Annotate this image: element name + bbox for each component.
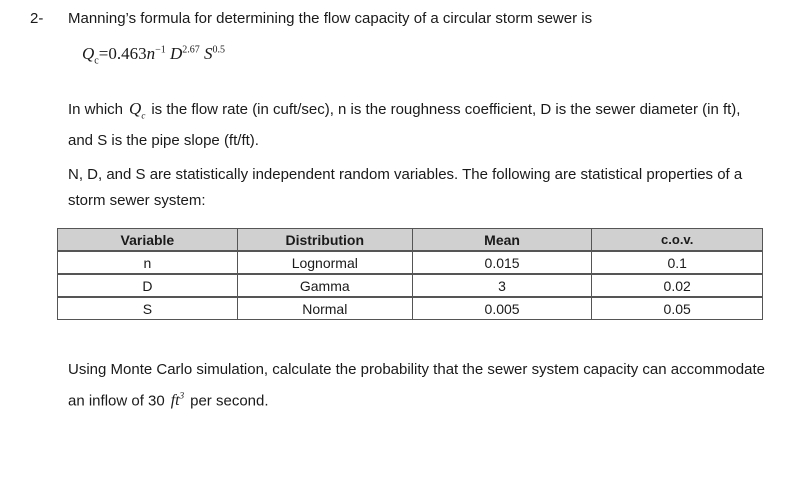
formula-q-sub: c	[94, 55, 99, 67]
table-cell: Gamma	[237, 274, 412, 297]
table-row	[58, 251, 763, 274]
table-cell: S	[58, 297, 238, 320]
mannings-formula	[82, 44, 225, 66]
table-cell: 0.015	[412, 251, 592, 274]
table-header-row	[58, 229, 763, 252]
question-text	[68, 357, 768, 414]
statistics-table	[57, 228, 763, 320]
table-cell: Normal	[237, 297, 412, 320]
table-row	[58, 274, 763, 297]
variable-definitions	[68, 96, 768, 154]
formula-s-exp: 0.5	[212, 44, 225, 56]
table-cell: 3	[412, 274, 592, 297]
formula-d: D	[169, 44, 183, 63]
table-cell: 0.1	[592, 251, 763, 274]
unit-ft3: $ft^3$	[170, 391, 185, 410]
question-post: per second.	[190, 392, 269, 410]
formula-q: Q	[82, 44, 95, 63]
problem-intro: Manning’s formula for determining the flow capacity of a circular storm sewer is	[68, 10, 593, 27]
where-post: is the flow rate (in cuft/sec), n is the roughness coefficient, D is the sewer diameter (in ft), and S is the pipe slope (ft/ft).	[68, 101, 741, 150]
table-row	[58, 297, 763, 320]
question-pre: Using Monte Carlo simulation, calculate the probability that the sewer system capacity can accommodate an inflow of 30	[68, 361, 765, 410]
independence-statement: N, D, and S are statistically independent random variables. The following are statistical properties of a storm sewer system:	[68, 166, 743, 209]
formula-s: S	[204, 44, 213, 63]
formula-n-exp: −1	[155, 44, 166, 56]
formula-coef: =0.463	[98, 44, 147, 63]
table-cell: D	[58, 274, 238, 297]
table-cell: Lognormal	[237, 251, 412, 274]
header-mean: Mean	[412, 229, 592, 252]
formula-d-exp: 2.67	[182, 44, 200, 56]
problem-number: 2-	[30, 10, 44, 27]
where-pre: In which	[68, 101, 124, 118]
table-cell: 0.005	[412, 297, 592, 320]
header-distribution: Distribution	[237, 229, 412, 252]
table-cell: 0.05	[592, 297, 763, 320]
header-variable: Variable	[58, 229, 238, 252]
header-cov: c.o.v.	[592, 229, 763, 252]
table-cell: 0.02	[592, 274, 763, 297]
table-cell: n	[58, 251, 238, 274]
qc-symbol: $Q_c$	[129, 99, 146, 121]
formula-n: n	[146, 44, 156, 63]
